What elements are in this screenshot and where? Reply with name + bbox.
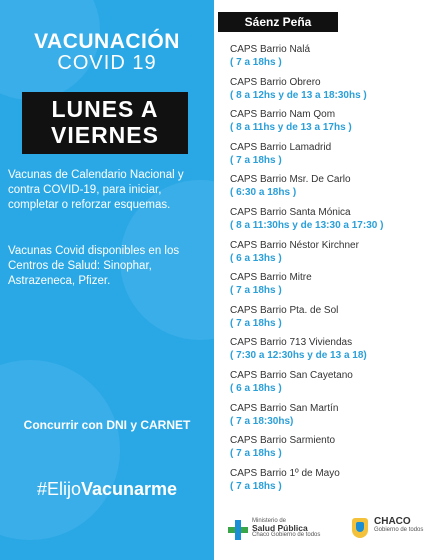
list-item [230, 370, 445, 403]
list-item [230, 207, 445, 240]
footer-logos [220, 516, 445, 552]
center-name: CAPS Barrio Néstor Kirchner [230, 239, 359, 251]
medical-cross-icon [228, 520, 248, 540]
chaco-shield-icon [352, 518, 368, 538]
list-item [230, 109, 445, 142]
center-hours: ( 7 a 18hs ) [230, 154, 282, 166]
info-paragraph-2: Vacunas Covid disponibles en los Centros de Salud: Sinophar, Astrazeneca, Pfizer. [8, 245, 180, 287]
centers-list [230, 44, 445, 500]
list-item [230, 435, 445, 468]
center-name: CAPS Barrio Nam Qom [230, 109, 336, 121]
list-item [230, 403, 445, 436]
center-name: CAPS Barrio San Cayetano [230, 369, 353, 381]
list-item [230, 44, 445, 77]
center-name: CAPS Barrio Obrero [230, 76, 321, 88]
list-item [230, 77, 445, 110]
center-hours: ( 8 a 11hs y de 13 a 17hs ) [230, 122, 352, 134]
center-hours: ( 6:30 a 18hs ) [230, 187, 297, 199]
center-name: CAPS Barrio San Martín [230, 402, 339, 414]
center-hours: ( 6 a 13hs ) [230, 252, 282, 264]
dni-note: Concurrir con DNI y CARNET [23, 418, 191, 432]
salud-big-label: Salud Pública [252, 523, 308, 533]
center-name: CAPS Barrio Sarmiento [230, 435, 336, 447]
center-name: CAPS Barrio 1º de Mayo [230, 467, 340, 479]
center-hours: ( 7 a 18hs ) [230, 317, 282, 329]
center-hours: ( 6 a 18hs ) [230, 382, 282, 394]
center-hours: ( 7 a 18hs ) [230, 448, 282, 460]
center-name: CAPS Barrio Msr. De Carlo [230, 174, 351, 186]
right-panel [214, 0, 448, 560]
list-item [230, 174, 445, 207]
list-item [230, 337, 445, 370]
center-name: CAPS Barrio Lamadrid [230, 141, 332, 153]
center-name: CAPS Barrio Santa Mónica [230, 206, 351, 218]
left-panel [0, 0, 214, 560]
salud-publica-text [252, 518, 342, 539]
chaco-big-label: CHACO [374, 516, 411, 527]
center-hours: ( 7 a 18:30hs) [230, 415, 294, 427]
salud-gov-label: Chaco Gobierno de todos [252, 532, 321, 538]
list-item [230, 305, 445, 338]
center-hours: ( 7 a 18hs ) [230, 480, 282, 492]
info-paragraph-1: Vacunas de Calendario Nacional y contra COVID-19, para iniciar, completar o reforzar esquemas. [8, 169, 184, 211]
hashtag [0, 479, 214, 500]
center-name: CAPS Barrio 713 Viviendas [230, 337, 353, 349]
chaco-gov-label: Gobierno de todos [374, 527, 424, 533]
center-name: CAPS Barrio Nalá [230, 44, 311, 55]
center-hours: ( 7 a 18hs ) [230, 57, 282, 68]
center-name: CAPS Barrio Mitre [230, 272, 312, 284]
center-name: CAPS Barrio Pta. de Sol [230, 304, 339, 316]
campaign-title: VACUNACIÓN [34, 30, 180, 53]
hashtag-plain: #Elijo [36, 479, 81, 499]
center-hours: ( 7 a 18hs ) [230, 285, 282, 297]
salud-small-label: Ministerio de [252, 518, 287, 524]
list-item [230, 142, 445, 175]
city-label: Sáenz Peña [218, 12, 338, 32]
chaco-text [374, 518, 444, 534]
hashtag-bold: Vacunarme [80, 479, 178, 499]
days-banner: LUNES A VIERNES [22, 92, 188, 154]
list-item [230, 272, 445, 305]
list-item [230, 468, 445, 501]
center-hours: ( 7:30 a 12:30hs y de 13 a 18) [230, 350, 367, 362]
center-hours: ( 8 a 12hs y de 13 a 18:30hs ) [230, 89, 367, 101]
campaign-subtitle: COVID 19 [57, 52, 157, 74]
center-hours: ( 8 a 11:30hs y de 13:30 a 17:30 ) [230, 219, 384, 231]
list-item [230, 240, 445, 273]
